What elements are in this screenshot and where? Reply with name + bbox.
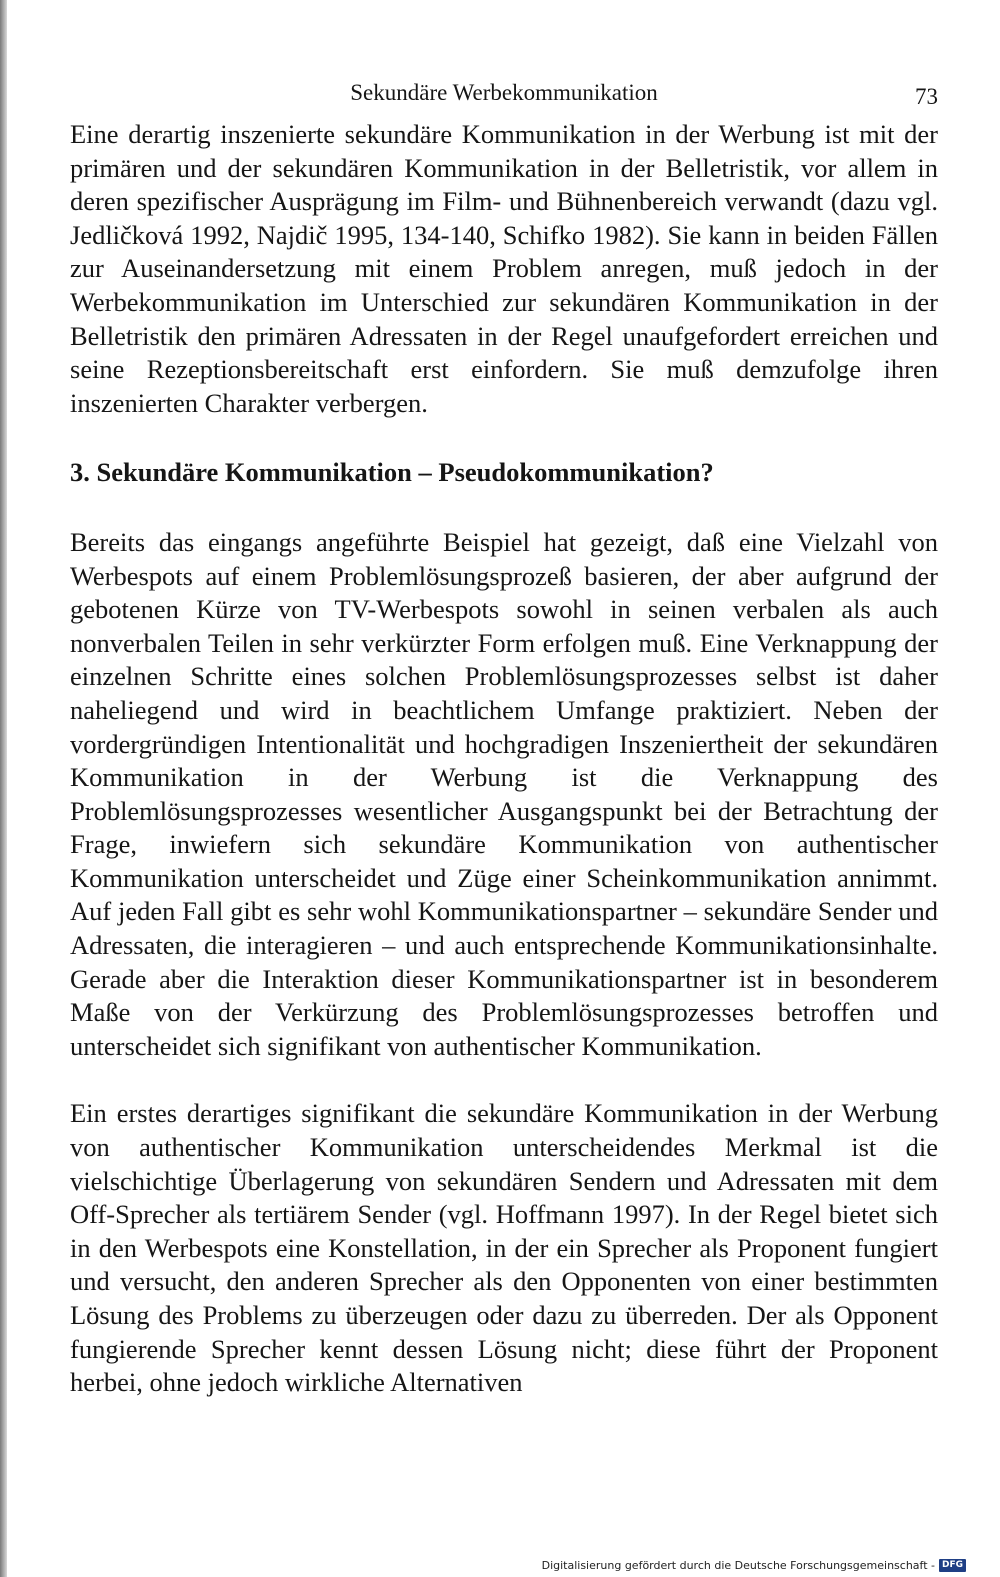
page-number: 73 xyxy=(915,84,938,109)
digitization-credit xyxy=(542,1559,966,1572)
dfg-logo-icon: DFG xyxy=(939,1559,966,1572)
scan-edge-shadow xyxy=(0,0,7,1577)
section-heading: 3. Sekundäre Kommunikation – Pseudokommunikation? xyxy=(70,457,714,488)
paragraph-1: Eine derartig inszenierte sekundäre Kommunikation in der Werbung ist mit der primären und der sekundären Kommunikation in der Belletristik, vor allem in deren spezifischer Ausprägung im Film- und Bühnenbereich verwandt (dazu vgl. Jedličková 1992, Najdič 1995, 134-140, Schifko 1982). Sie kann in beiden Fällen zur Auseinandersetzung mit einem Problem anregen, muß jedoch in der Werbekommunikation im Unterschied zur sekundären Kommunikation in der Belletristik den primären Adressaten in der Regel unaufgefordert erreichen und seine Rezeptionsbereitschaft erst einfordern. Sie muß demzufolge ihren inszenierten Charakter verbergen. xyxy=(70,119,938,418)
running-header-title: Sekundäre Werbekommunikation xyxy=(350,80,658,105)
book-page xyxy=(70,80,938,1400)
digitization-credit-text: Digitalisierung gefördert durch die Deutsche Forschungsgemeinschaft - xyxy=(541,1559,935,1572)
paragraph-2: Bereits das eingangs angeführte Beispiel hat gezeigt, daß eine Vielzahl von Werbespots auf einem Problemlösungsprozeß basieren, der aber aufgrund der gebotenen Kürze von TV-Werbespots sowohl in seinen verbalen als auch nonverbalen Teilen in sehr verkürzter Form erfolgen muß. Eine Verknappung der einzelnen Schritte eines solchen Problemlösungsprozesses selbst ist daher naheliegend und wird in beachtlichem Umfange praktiziert. Neben der vordergründigen Intentionalität und hochgradigen Inszeniertheit der sekundären Kommunikation in der Werbung ist die Verknappung des Problemlösungsprozesses wesentlicher Ausgangspunkt bei der Betrachtung der Frage, inwiefern sich sekundäre Kommunikation von authentischer Kommunikation unterscheidet und Züge einer Scheinkommunikation annimmt. Auf jeden Fall gibt es sehr wohl Kommunikationspartner – sekundäre Sender und Adressaten, die interagieren – und auch entsprechende Kommunikationsinhalte. Gerade aber die Interaktion dieser Kommunikationspartner ist in besonderem Maße von der Verkürzung des Problemlösungsprozesses betroffen und unterscheidet sich signifikant von authentischer Kommunikation. xyxy=(70,526,938,1061)
running-header xyxy=(70,80,938,112)
page-body xyxy=(70,118,938,1400)
paragraph-3: Ein erstes derartiges signifikant die sekundäre Kommunikation in der Werbung von authentischer Kommunikation unterscheidendes Merkmal ist die vielschichtige Überlagerung von sekundären Sendern und Adressaten mit dem Off-Sprecher als tertiärem Sender (vgl. Hoffmann 1997). In der Regel bietet sich in den Werbespots eine Konstellation, in der ein Sprecher als Proponent fungiert und versucht, den anderen Sprecher als den Opponenten von einer bestimmten Lösung des Problems zu überzeugen oder dazu zu überreden. Der als Opponent fungierende Sprecher kennt dessen Lösung nicht; diese führt der Proponent herbei, ohne jedoch wirkliche Alternativen xyxy=(70,1098,938,1398)
